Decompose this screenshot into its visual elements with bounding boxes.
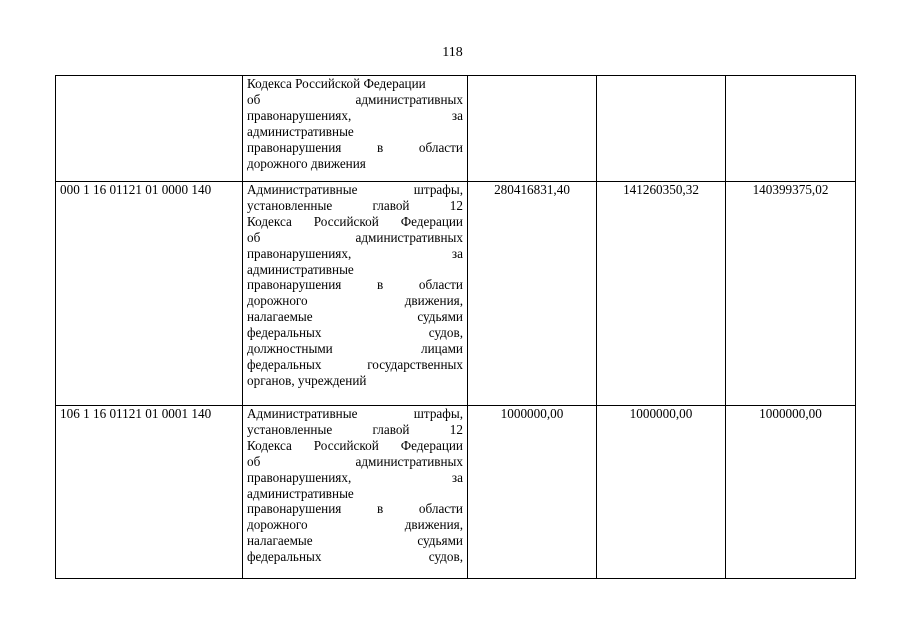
revenue-code-cell: 106 1 16 01121 01 0001 140	[56, 406, 243, 579]
name-line: Кодекса Российской Федерации	[247, 437, 463, 453]
name-line: должностными лицами	[247, 341, 463, 357]
year2-amount-cell: 141260350,32	[597, 182, 726, 406]
name-line: налагаемые судьями	[247, 309, 463, 325]
year1-amount-cell: 280416831,40	[468, 182, 597, 406]
name-line: правонарушения в области	[247, 501, 463, 517]
table-row	[56, 406, 856, 579]
name-line: Кодекса Российской Федерации	[247, 213, 463, 229]
year1-amount-cell: 1000000,00	[468, 406, 597, 579]
name-line: установленные главой 12	[247, 197, 463, 213]
name-line: дорожного движения,	[247, 517, 463, 533]
page-number: 118	[442, 45, 463, 60]
name-line: федеральных судов,	[247, 549, 463, 565]
name-line: правонарушениях, за	[247, 245, 463, 261]
name-line: налагаемые судьями	[247, 533, 463, 549]
budget-revenue-table	[55, 75, 856, 579]
year3-amount-cell: 140399375,02	[726, 182, 856, 406]
name-line: правонарушениях, за	[247, 469, 463, 485]
revenue-name-cell	[243, 182, 468, 406]
revenue-code-cell: 000 1 16 01121 01 0000 140	[56, 182, 243, 406]
name-line: правонарушения в области	[247, 139, 463, 155]
year3-amount-cell: 1000000,00	[726, 406, 856, 579]
name-line: Административные штрафы,	[247, 406, 463, 421]
name-line: административные	[247, 485, 354, 501]
name-line: федеральных государственных	[247, 356, 463, 372]
name-line: об административных	[247, 91, 463, 107]
name-line: дорожного движения	[247, 155, 366, 171]
year3-amount-cell	[726, 76, 856, 182]
name-line: установленные главой 12	[247, 421, 463, 437]
revenue-code-cell	[56, 76, 243, 182]
name-line: об административных	[247, 229, 463, 245]
name-line: дорожного движения,	[247, 293, 463, 309]
year2-amount-cell	[597, 76, 726, 182]
name-line: Административные штрафы,	[247, 182, 463, 197]
year1-amount-cell	[468, 76, 597, 182]
table-row	[56, 182, 856, 406]
name-line: органов, учреждений	[247, 372, 367, 388]
revenue-name-cell	[243, 406, 468, 579]
name-line: административные	[247, 261, 354, 277]
name-line: правонарушения в области	[247, 277, 463, 293]
name-line: Кодекса Российской Федерации	[247, 76, 426, 91]
revenue-name-cell	[243, 76, 468, 182]
name-line: административные	[247, 123, 354, 139]
table-row	[56, 76, 856, 182]
name-line: об административных	[247, 453, 463, 469]
name-line: федеральных судов,	[247, 325, 463, 341]
name-line: правонарушениях, за	[247, 107, 463, 123]
year2-amount-cell: 1000000,00	[597, 406, 726, 579]
